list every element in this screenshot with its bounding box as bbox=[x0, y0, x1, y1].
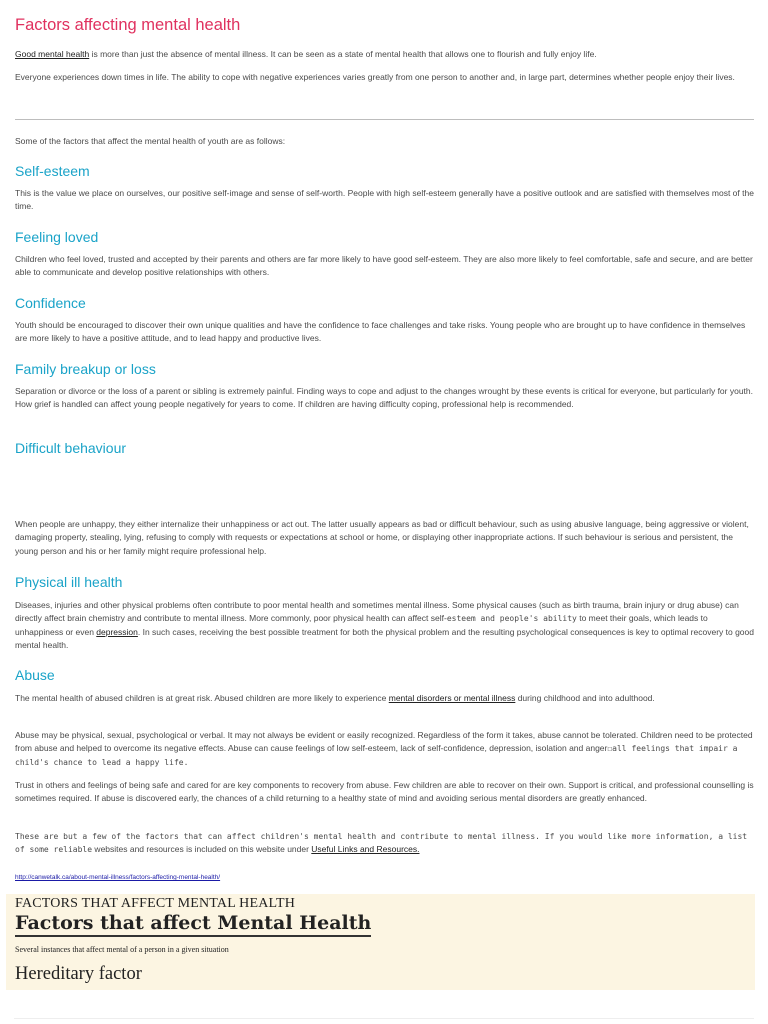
good-mental-health-link[interactable]: Good mental health bbox=[15, 49, 90, 59]
closing-mono: These are but a few of the factors that can affect children's mental health and contribute to mental illness. If you would like more information, a list of some reliable bbox=[15, 832, 748, 855]
box-kicker: FACTORS THAT AFFECT MENTAL HEALTH bbox=[15, 896, 296, 911]
heading-difficult-behaviour: Difficult behaviour bbox=[15, 440, 127, 456]
article-preview-box bbox=[6, 894, 755, 990]
abuse-p1-b: during childhood and into adulthood. bbox=[515, 693, 655, 703]
lead-paragraph: Some of the factors that affect the mental health of youth are as follows: bbox=[15, 136, 286, 146]
physical-text-mono: esteem and people's ability bbox=[446, 614, 577, 624]
intro-paragraph-1 bbox=[15, 48, 754, 61]
text-self-esteem: This is the value we place on ourselves, our positive self-image and sense of self-worth. People with high self-esteem generally have a positive outlook and are satisfied with themselves most of the time. bbox=[15, 188, 754, 212]
intro-text: is more than just the absence of mental illness. It can be seen as a state of mental health that allows one to flourish and fully enjoy life. bbox=[89, 49, 597, 59]
box-section-heading: Hereditary factor bbox=[15, 964, 142, 984]
heading-confidence: Confidence bbox=[15, 295, 86, 311]
abuse-p2-a: Abuse may be physical, sexual, psychological or verbal. It may not always be evident or easily recognized. Regardless of the form it takes, abuse cannot be tolerated. Children need to be protected from abuse and helped to overcome its negative effects. Abuse can cause feelings of low self-esteem, lack of self-confidence, depression, isolation and anger bbox=[15, 730, 753, 754]
box-subtitle: Several instances that affect mental of a person in a given situation bbox=[15, 945, 229, 954]
heading-physical-ill-health: Physical ill health bbox=[15, 574, 123, 590]
source-url-link[interactable]: http://canwetalk.ca/about-mental-illness/factors-affecting-mental-health/ bbox=[15, 874, 221, 881]
text-abuse-2 bbox=[15, 729, 754, 769]
text-confidence: Youth should be encouraged to discover their own unique qualities and have the confidence to face challenges and take risks. Young people who are brought up to have confidence in themselves are more likely to have a positive attitude, and to lead happy and productive lives. bbox=[15, 320, 746, 344]
box-heading: Factors that affect Mental Health bbox=[15, 911, 371, 937]
page-title: Factors affecting mental health bbox=[15, 16, 241, 34]
physical-text-b: to meet their goals, which leads to unhappiness or even bbox=[15, 613, 708, 637]
mental-disorders-link[interactable]: mental disorders or mental illness bbox=[388, 693, 516, 703]
depression-link[interactable]: depression bbox=[96, 626, 138, 637]
heading-family-breakup: Family breakup or loss bbox=[15, 361, 156, 377]
physical-text-a: Diseases, injuries and other physical problems often contribute to poor mental health and sometimes mental illness. Some physical causes (such as birth trauma, brain injury or drug abuse) can directly affect brain chemistry and contribute to mental illness. More commonly, poor physical health can affect self- bbox=[15, 600, 739, 624]
closing-text: websites and resources is included on this website under bbox=[92, 844, 312, 855]
abuse-p2-mono: ☐all feelings that impair a child's chance to lead a happy life. bbox=[15, 744, 738, 767]
closing-paragraph bbox=[15, 830, 754, 857]
text-abuse-1 bbox=[15, 692, 754, 705]
text-family-breakup: Separation or divorce or the loss of a parent or sibling is extremely painful. Finding ways to cope and adjust to the changes wrought by these events is critical for everyone, but particularly for youth. How grief is handled can affect young people negatively for years to come. If children are having difficulty coping, professional help is recommended. bbox=[15, 386, 754, 410]
intro-paragraph-2: Everyone experiences down times in life. The ability to cope with negative experiences varies greatly from one person to another and, in large part, determines whether people enjoy their lives. bbox=[15, 72, 735, 82]
bottom-divider bbox=[14, 1018, 754, 1019]
text-feeling-loved: Children who feel loved, trusted and accepted by their parents and others are far more likely to have good self-esteem. They are also more likely to feel comfortable, safe and secure, and are better able to communicate and develop positive relationships with others. bbox=[15, 254, 753, 278]
physical-text-c: . In such cases, receiving the best possible treatment for both the physical problem and the resulting psychological consequences is key to optimal recovery to good mental health. bbox=[15, 626, 754, 651]
abuse-p1-a: The mental health of abused children is at great risk. Abused children are more likely to experience bbox=[15, 693, 389, 703]
text-physical-ill-health bbox=[15, 599, 754, 653]
heading-feeling-loved: Feeling loved bbox=[15, 229, 99, 245]
heading-abuse: Abuse bbox=[15, 667, 55, 683]
source-link-row bbox=[15, 866, 754, 884]
heading-self-esteem: Self-esteem bbox=[15, 163, 90, 179]
text-abuse-3: Trust in others and feelings of being safe and cared for are key components to recovery from abuse. Few children are able to recover on their own. Support is critical, and professional counselling is sometimes required. If abuse is discovered early, the chances of a child returning to a healthy state of mind and avoiding serious mental disorders are greatly enhanced. bbox=[15, 780, 754, 804]
divider bbox=[15, 119, 754, 120]
useful-links-link[interactable]: Useful Links and Resources. bbox=[311, 844, 420, 855]
text-difficult-behaviour: When people are unhappy, they either internalize their unhappiness or act out. The latter usually appears as bad or difficult behaviour, such as using abusive language, being aggressive or violent, damaging property, stealing, lying, refusing to comply with requests or expectations at school or home, or displaying other inappropriate actions. If such behaviour is serious and persistent, the young person and his or her family might require professional help. bbox=[15, 519, 749, 556]
